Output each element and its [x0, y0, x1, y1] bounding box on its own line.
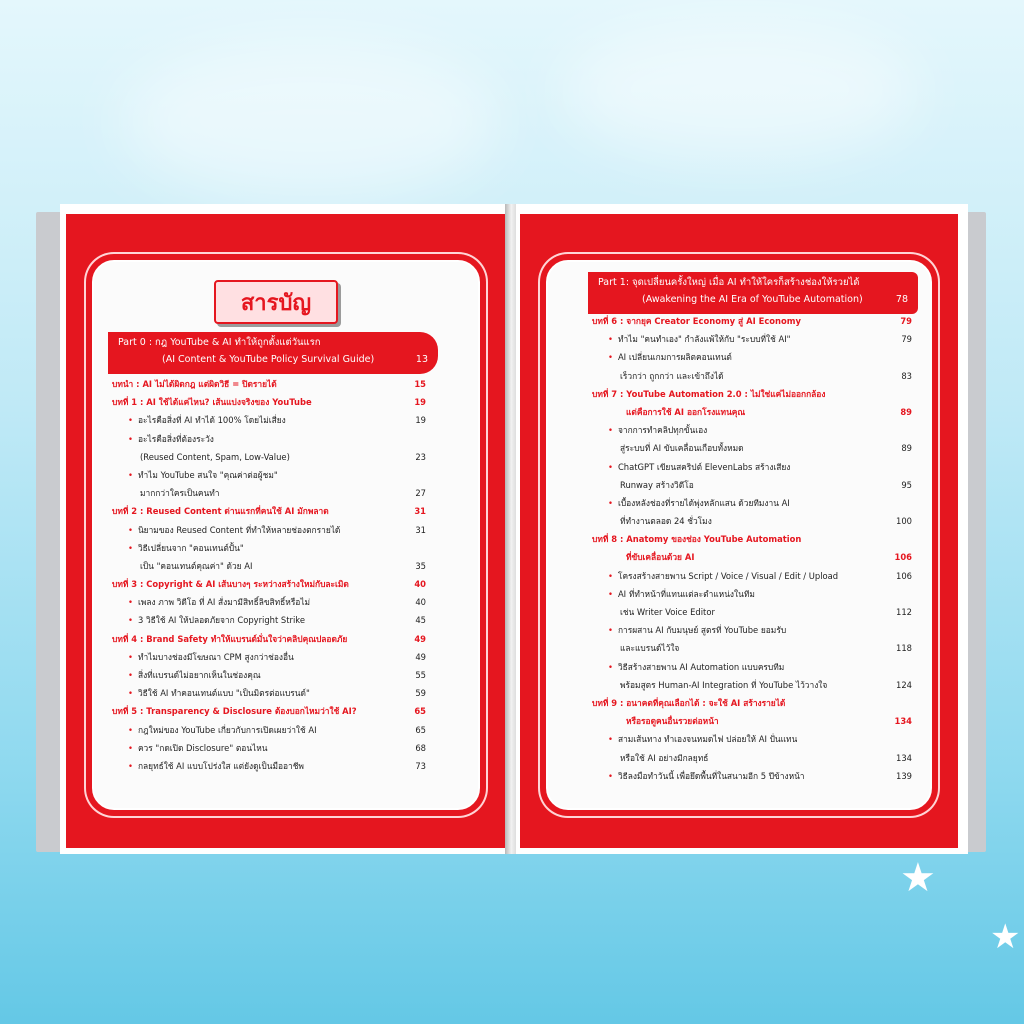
toc-text: เพลง ภาพ วิดีโอ ที่ AI สั่งมามีสิทธิ์ลิขสิทธิ์หรือไม่	[137, 597, 311, 608]
page-number: 106	[894, 552, 912, 563]
bullet-icon: •	[608, 770, 613, 781]
toc-text: วิธีใช้ AI ทำคอนเทนต์แบบ "เป็นมิตรต่อแบรนด์"	[137, 688, 310, 699]
toc-item	[112, 648, 426, 666]
bullet-icon: •	[608, 661, 613, 672]
part-title: Part 1: จุดเปลี่ยนครั้งใหญ่ เมื่อ AI ทำให้ใครก็สร้างช่องให้รวยได้	[598, 277, 860, 288]
toc-item	[112, 521, 426, 539]
toc-text: บทที่ 3 : Copyright & AI เส้นบางๆ ระหว่างสร้างใหม่กับละเมิด	[112, 579, 349, 590]
toc-item	[592, 512, 912, 530]
page-number: 55	[415, 670, 426, 680]
part-subtitle: (AI Content & YouTube Policy Survival Guide)	[162, 354, 375, 365]
page-number: 59	[415, 688, 426, 699]
part-page: 13	[415, 354, 428, 365]
toc-text: ที่ทำงานตลอด 24 ชั่วโมง	[620, 516, 712, 527]
background-glow	[120, 40, 500, 200]
page-number: 35	[415, 560, 426, 571]
toc-text: อะไรคือสิ่งที่ต้องระวัง	[137, 433, 214, 444]
toc-list	[592, 312, 912, 785]
page-number: 40	[415, 597, 426, 608]
toc-text: 3 วิธีใช้ AI ให้ปลอดภัยจาก Copyright Strike	[137, 615, 306, 626]
bullet-icon: •	[128, 651, 133, 662]
toc-text: สิ่งที่แบรนด์ไม่อยากเห็นในช่องคุณ	[137, 670, 261, 680]
page-number: 134	[894, 716, 912, 727]
toc-chapter	[592, 548, 912, 566]
bullet-icon: •	[128, 597, 133, 608]
page-number: 23	[415, 451, 426, 462]
bullet-icon: •	[128, 688, 133, 699]
page-number: 95	[901, 479, 912, 490]
toc-text: เบื้องหลังช่องที่รายได้พุ่งหลักแสน ด้วยทีมงาน AI	[617, 497, 790, 508]
bullet-icon: •	[608, 334, 613, 345]
bullet-icon: •	[128, 469, 133, 480]
toc-item	[112, 739, 426, 757]
part-banner	[588, 272, 918, 314]
bullet-icon: •	[128, 542, 133, 553]
bullet-icon: •	[128, 742, 133, 753]
part-subtitle: (Awakening the AI Era of YouTube Automation)	[642, 294, 863, 305]
toc-chapter	[592, 403, 912, 421]
toc-text: นิยามของ Reused Content ที่ทำให้หลายช่องตกรายได้	[137, 524, 341, 535]
toc-item	[592, 603, 912, 621]
toc-item	[112, 611, 426, 629]
toc-item	[592, 348, 912, 366]
toc-text: บทที่ 4 : Brand Safety ทำให้แบรนด์มั่นใจว่าคลิปคุณปลอดภัย	[112, 633, 348, 644]
toc-text: วิธีลงมือทำวันนี้ เพื่อยึดพื้นที่ในสนามอีก 5 ปีข้างหน้า	[617, 770, 805, 781]
bullet-icon: •	[128, 524, 133, 535]
toc-item	[112, 448, 426, 466]
toc-text: AI ที่ทำหน้าที่แทนแต่ละตำแหน่งในทีม	[617, 588, 755, 599]
toc-text: เร็วกว่า ถูกกว่า และเข้าถึงได้	[620, 370, 724, 381]
toc-list	[112, 375, 426, 775]
star-icon: ★	[990, 917, 1021, 957]
toc-item	[592, 658, 912, 676]
toc-text: แต่คือการใช้ AI ออกโรงแทนคุณ	[626, 406, 746, 417]
toc-item	[592, 730, 912, 748]
toc-text: การผสาน AI กับมนุษย์ สูตรที่ YouTube ยอมรับ	[617, 625, 787, 636]
toc-text: เป็น "คอนเทนต์คุณค่า" ด้วย AI	[140, 560, 253, 571]
bullet-icon: •	[128, 670, 133, 680]
toc-item	[112, 411, 426, 429]
toc-text: บทที่ 9 : อนาคตที่คุณเลือกได้ : จะใช้ AI สร้างรายได้	[592, 697, 786, 708]
toc-item	[592, 439, 912, 457]
toc-item	[112, 484, 426, 502]
bullet-icon: •	[608, 461, 613, 472]
toc-item	[592, 585, 912, 603]
toc-item	[112, 539, 426, 557]
toc-item	[592, 421, 912, 439]
toc-text: หรือใช้ AI อย่างมีกลยุทธ์	[620, 752, 709, 763]
toc-text: กลยุทธ์ใช้ AI แบบโปร่งใส แต่ยังดูเป็นมืออาชีพ	[137, 760, 304, 771]
page-number: 31	[414, 506, 426, 517]
page-number: 31	[415, 524, 426, 535]
page-number: 49	[414, 633, 426, 644]
toc-text: ทำไมบางช่องมีโฆษณา CPM สูงกว่าช่องอื่น	[137, 651, 294, 662]
toc-text: และแบรนด์ไว้ใจ	[620, 643, 680, 654]
bullet-icon: •	[608, 625, 613, 636]
toc-chapter	[592, 530, 912, 548]
toc-chapter	[592, 694, 912, 712]
toc-text: มากกว่าใครเป็นคนทำ	[140, 488, 220, 499]
page-number: 134	[896, 752, 912, 763]
toc-chapter	[112, 502, 426, 520]
toc-text: วิธีเปลี่ยนจาก "คอนเทนต์ปั้น"	[137, 542, 244, 553]
toc-chapter	[112, 630, 426, 648]
toc-text: ChatGPT เขียนสคริปต์ ElevenLabs สร้างเสียง	[617, 461, 791, 472]
toc-text: บทที่ 5 : Transparency & Disclosure ต้องบอกไหมว่าใช้ AI?	[112, 706, 357, 717]
toc-item	[112, 430, 426, 448]
toc-text: พร้อมสูตร Human-AI Integration ที่ YouTube ไว้วางใจ	[620, 679, 828, 690]
toc-text: โครงสร้างสายพาน Script / Voice / Visual / Edit / Upload	[617, 570, 839, 581]
page-title: สารบัญ	[214, 280, 338, 324]
toc-item	[592, 676, 912, 694]
toc-item	[592, 367, 912, 385]
page-number: 73	[415, 760, 426, 771]
toc-text: บทที่ 8 : Anatomy ของช่อง YouTube Automation	[592, 534, 802, 545]
page-number: 19	[414, 397, 426, 408]
page-number: 100	[896, 516, 912, 527]
bullet-icon: •	[608, 497, 613, 508]
toc-text: บทที่ 2 : Reused Content ด่านแรกที่คนใช้ AI มักพลาด	[112, 506, 329, 517]
toc-item	[592, 330, 912, 348]
page-number: 15	[414, 379, 426, 389]
toc-chapter	[592, 385, 912, 403]
bullet-icon: •	[608, 570, 613, 581]
star-icon: ★	[900, 855, 936, 901]
background-glow	[560, 20, 920, 160]
bullet-icon: •	[128, 433, 133, 444]
toc-item	[592, 767, 912, 785]
bullet-icon: •	[608, 425, 613, 436]
page-number: 89	[900, 406, 912, 417]
toc-text: บทที่ 6 : จากยุค Creator Economy สู่ AI Economy	[592, 316, 801, 326]
page-number: 106	[896, 570, 912, 581]
toc-item	[112, 684, 426, 702]
page-number: 27	[415, 488, 426, 499]
toc-text: อะไรคือสิ่งที่ AI ทำได้ 100% โดยไม่เสี่ยง	[137, 415, 286, 426]
page-number: 139	[896, 770, 912, 781]
page-number: 68	[415, 742, 426, 753]
toc-text: AI เปลี่ยนเกมการผลิตคอนเทนต์	[617, 352, 732, 363]
toc-text: ควร "กดเปิด Disclosure" ตอนไหน	[137, 742, 268, 753]
bullet-icon: •	[608, 734, 613, 745]
toc-chapter	[112, 575, 426, 593]
page-number: 49	[415, 651, 426, 662]
toc-item	[112, 466, 426, 484]
page-number: 79	[901, 334, 912, 345]
toc-text: ทำไม "คนทำเอง" กำลังแพ้ให้กับ "ระบบที่ใช้ AI"	[617, 334, 791, 345]
page-number: 89	[901, 443, 912, 454]
toc-text: Runway สร้างวิดีโอ	[620, 479, 694, 490]
toc-item	[112, 757, 426, 775]
toc-text: บทที่ 7 : YouTube Automation 2.0 : ไม่ใช่แค่ไม่ออกกล้อง	[592, 388, 826, 399]
page-number: 79	[900, 316, 912, 326]
toc-item	[592, 494, 912, 512]
part-banner	[108, 332, 438, 374]
toc-chapter	[112, 702, 426, 720]
bullet-icon: •	[128, 415, 133, 426]
page-number: 112	[896, 607, 912, 617]
toc-text: กฎใหม่ของ YouTube เกี่ยวกับการเปิดเผยว่าใช้ AI	[137, 724, 317, 735]
toc-text: บทที่ 1 : AI ใช้ได้แค่ไหน? เส้นแบ่งจริงของ YouTube	[112, 397, 312, 408]
bullet-icon: •	[608, 352, 613, 363]
part-title: Part 0 : กฎ YouTube & AI ทำให้ถูกตั้งแต่วันแรก	[118, 337, 321, 348]
toc-chapter	[592, 312, 912, 330]
toc-item	[592, 749, 912, 767]
bullet-icon: •	[128, 724, 133, 735]
toc-text: สู่ระบบที่ AI ขับเคลื่อนเกือบทั้งหมด	[620, 443, 744, 454]
toc-text: หรือรอดูคนอื่นรวยต่อหน้า	[626, 716, 719, 727]
page-number: 124	[896, 679, 912, 690]
page-number: 83	[901, 370, 912, 381]
toc-text: เช่น Writer Voice Editor	[620, 607, 715, 617]
toc-text: ทำไม YouTube สนใจ "คุณค่าต่อผู้ชม"	[137, 469, 278, 480]
left-page	[60, 204, 512, 854]
page-number: 65	[415, 724, 426, 735]
toc-item	[112, 557, 426, 575]
toc-text: จากการทำคลิปทุกขั้นเอง	[617, 425, 708, 436]
page-number: 118	[896, 643, 912, 654]
toc-item	[112, 593, 426, 611]
toc-text: ที่ขับเคลื่อนด้วย AI	[626, 552, 695, 563]
part-page: 78	[895, 294, 908, 305]
toc-item	[592, 621, 912, 639]
bullet-icon: •	[608, 588, 613, 599]
right-page	[516, 204, 968, 854]
page-number: 45	[415, 615, 426, 626]
page-number: 19	[415, 415, 426, 426]
toc-chapter	[112, 393, 426, 411]
bullet-icon: •	[128, 615, 133, 626]
toc-chapter	[592, 712, 912, 730]
toc-text: สามเส้นทาง ทำเองจนหมดไฟ ปล่อยให้ AI ปั่นแทน	[617, 734, 798, 745]
toc-text: บทนำ : AI ไม่ได้ผิดกฎ แต่ผิดวิธี = ปิดรายได้	[112, 379, 277, 389]
bullet-icon: •	[128, 760, 133, 771]
toc-text: วิธีสร้างสายพาน AI Automation แบบครบทีม	[617, 661, 785, 672]
toc-item	[592, 567, 912, 585]
toc-text: (Reused Content, Spam, Low-Value)	[140, 451, 290, 462]
toc-item	[592, 476, 912, 494]
page-number: 40	[414, 579, 426, 590]
toc-item	[112, 721, 426, 739]
toc-chapter	[112, 375, 426, 393]
toc-item	[592, 639, 912, 657]
toc-item	[112, 666, 426, 684]
page-number: 65	[414, 706, 426, 717]
toc-item	[592, 458, 912, 476]
